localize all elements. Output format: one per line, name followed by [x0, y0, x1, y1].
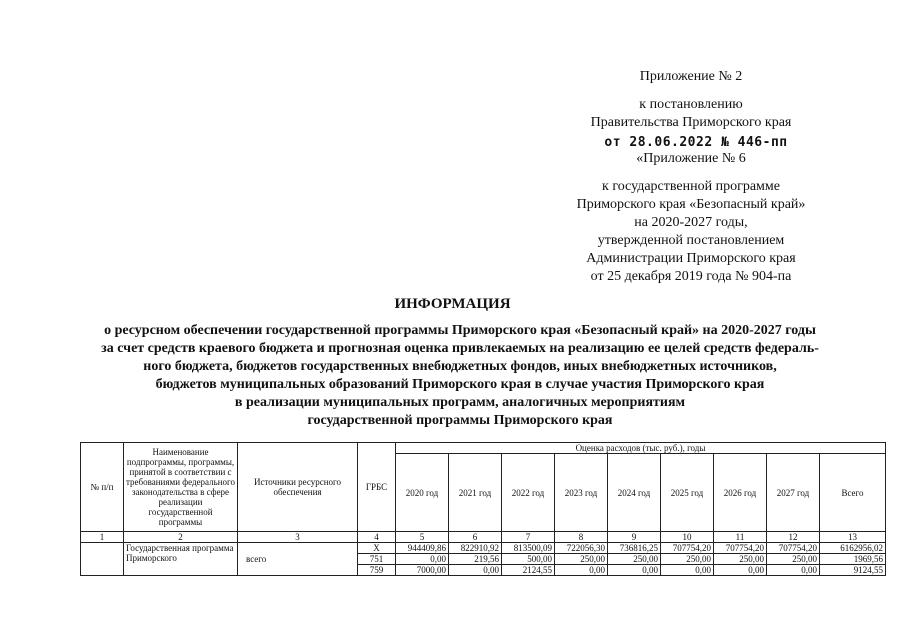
- column-index: 12: [767, 532, 820, 543]
- appendix-date: от 25 декабря 2019 года № 904-па: [590, 269, 792, 284]
- document-title: ИНФОРМАЦИЯ: [394, 296, 511, 312]
- value-cell: 7000,00: [396, 565, 449, 576]
- appendix-administration: Администрации Приморского края: [586, 251, 796, 266]
- value-cell: 707754,20: [767, 543, 820, 554]
- appendix-previous-number: «Приложение № 6: [636, 151, 746, 166]
- subtitle-line: ного бюджета, бюджетов государственных внебюджетных фондов, иных внебюджетных источников,: [143, 359, 777, 374]
- header-year: 2024 год: [608, 454, 661, 532]
- header-year: 2020 год: [396, 454, 449, 532]
- value-cell: 0,00: [449, 565, 502, 576]
- header-year: 2025 год: [661, 454, 714, 532]
- column-index: 3: [238, 532, 358, 543]
- value-cell: 250,00: [661, 554, 714, 565]
- value-cell: 500,00: [502, 554, 555, 565]
- value-cell: 0,00: [396, 554, 449, 565]
- column-index: 13: [820, 532, 886, 543]
- value-cell: 0,00: [555, 565, 608, 576]
- appendix-approved: утвержденной постановлением: [597, 233, 785, 248]
- source-cell: всего: [238, 543, 358, 576]
- subtitle-line: за счет средств краевого бюджета и прогнозная оценка привлекаемых на реализацию ее целей средств федераль-: [101, 341, 819, 356]
- value-cell: 736816,25: [608, 543, 661, 554]
- column-index: 9: [608, 532, 661, 543]
- header-sources: Источники ресурсного обеспечения: [238, 443, 358, 532]
- resource-table: [80, 442, 886, 576]
- header-grbs: ГРБС: [358, 443, 396, 532]
- grbs-cell: 751: [358, 554, 396, 565]
- total-cell: 1969,56: [820, 554, 886, 565]
- subtitle-line: бюджетов муниципальных образований Приморского края в случае участия Приморского края: [155, 377, 765, 392]
- appendix-period: на 2020-2027 годы,: [634, 215, 748, 230]
- total-cell: 6162956,02: [820, 543, 886, 554]
- appendix-program-ref: к государственной программе: [602, 179, 780, 194]
- value-cell: 0,00: [661, 565, 714, 576]
- appendix-to-resolution: к постановлению: [639, 97, 743, 112]
- grbs-cell: 759: [358, 565, 396, 576]
- column-index: 10: [661, 532, 714, 543]
- column-index: 6: [449, 532, 502, 543]
- value-cell: 250,00: [555, 554, 608, 565]
- header-year: 2026 год: [714, 454, 767, 532]
- value-cell: 822910,92: [449, 543, 502, 554]
- subtitle-line: о ресурсном обеспечении государственной программы Приморского края «Безопасный край» на 2020-2027 годы: [104, 323, 816, 338]
- value-cell: 250,00: [714, 554, 767, 565]
- row-number-cell: [81, 543, 124, 576]
- column-index: 1: [81, 532, 124, 543]
- subtitle-line: государственной программы Приморского края: [307, 413, 613, 428]
- value-cell: 250,00: [608, 554, 661, 565]
- appendix-block: [541, 68, 841, 286]
- header-year: 2027 год: [767, 454, 820, 532]
- column-index: 7: [502, 532, 555, 543]
- column-index: 4: [358, 532, 396, 543]
- header-total: Всего: [820, 454, 886, 532]
- header-year: 2023 год: [555, 454, 608, 532]
- value-cell: 250,00: [767, 554, 820, 565]
- column-index: 8: [555, 532, 608, 543]
- value-cell: 0,00: [767, 565, 820, 576]
- header-year: 2021 год: [449, 454, 502, 532]
- column-index: 2: [124, 532, 238, 543]
- document-subtitle: [60, 322, 860, 430]
- value-cell: 707754,20: [714, 543, 767, 554]
- table-row: [81, 543, 886, 554]
- value-cell: 219,56: [449, 554, 502, 565]
- subtitle-line: в реализации муниципальных программ, аналогичных мероприятиям: [234, 395, 686, 410]
- header-name: Наименование подпрограммы, программы, принятой в соответствии с требованиями федерального законодательства в сфере реализации государственной программы: [124, 443, 238, 532]
- value-cell: 944409,86: [396, 543, 449, 554]
- header-num: № п/п: [81, 443, 124, 532]
- appendix-number: Приложение № 2: [639, 69, 743, 84]
- appendix-government: Правительства Приморского края: [590, 115, 792, 130]
- value-cell: 813500,09: [502, 543, 555, 554]
- total-cell: 9124,55: [820, 565, 886, 576]
- header-estimate: Оценка расходов (тыс. руб.), годы: [396, 443, 886, 454]
- value-cell: 707754,20: [661, 543, 714, 554]
- column-index: 11: [714, 532, 767, 543]
- value-cell: 0,00: [608, 565, 661, 576]
- order-stamp: от 28.06.2022 № 446-пп: [604, 135, 788, 150]
- value-cell: 2124,55: [502, 565, 555, 576]
- appendix-program-name: Приморского края «Безопасный край»: [576, 197, 806, 212]
- header-year: 2022 год: [502, 454, 555, 532]
- grbs-cell: X: [358, 543, 396, 554]
- program-name-cell: Государственная программа Приморского: [124, 543, 238, 576]
- column-index: 5: [396, 532, 449, 543]
- value-cell: 722056,30: [555, 543, 608, 554]
- value-cell: 0,00: [714, 565, 767, 576]
